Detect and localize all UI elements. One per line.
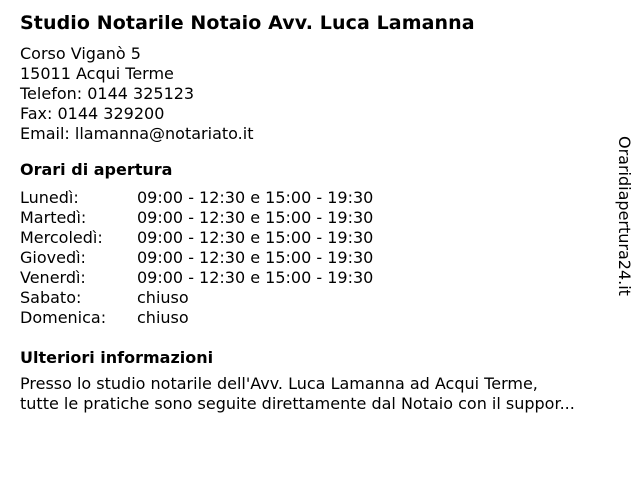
hours-row-friday: [20, 268, 373, 288]
time-value: 09:00 - 12:30 e 15:00 - 19:30: [137, 268, 374, 287]
day-label: Domenica:: [20, 308, 107, 327]
day-label: Lunedì:: [20, 188, 79, 207]
time-value: chiuso: [137, 308, 189, 327]
hours-row-wednesday: [20, 228, 373, 248]
site-watermark: Oraridiapertura24.it: [615, 136, 634, 296]
fax-number: Fax: 0144 329200: [20, 104, 165, 123]
day-label: Venerdì:: [20, 268, 86, 287]
opening-hours-table: [20, 188, 373, 328]
page-title: Studio Notarile Notaio Avv. Luca Lamanna: [20, 12, 475, 34]
opening-hours-heading: Orari di apertura: [20, 160, 173, 179]
hours-row-sunday: [20, 308, 373, 328]
address-city: 15011 Acqui Terme: [20, 64, 174, 83]
hours-row-monday: [20, 188, 373, 208]
phone-number[interactable]: Telefon: 0144 325123: [20, 84, 195, 103]
contact-block: [20, 44, 620, 144]
day-label: Sabato:: [20, 288, 82, 307]
more-info-line: Presso lo studio notarile dell'Avv. Luca Lamanna ad Acqui Terme,: [20, 374, 538, 393]
time-value: 09:00 - 12:30 e 15:00 - 19:30: [137, 208, 374, 227]
time-value: chiuso: [137, 288, 189, 307]
hours-row-tuesday: [20, 208, 373, 228]
day-label: Giovedì:: [20, 248, 86, 267]
day-label: Martedì:: [20, 208, 87, 227]
email-address[interactable]: Email: llamanna@notariato.it: [20, 124, 254, 143]
address-street: Corso Viganò 5: [20, 44, 141, 63]
day-label: Mercoledì:: [20, 228, 103, 247]
time-value: 09:00 - 12:30 e 15:00 - 19:30: [137, 188, 374, 207]
notary-card: [20, 10, 620, 414]
more-info-line: tutte le pratiche sono seguite direttamente dal Notaio con il suppor...: [20, 394, 575, 413]
hours-row-saturday: [20, 288, 373, 308]
more-info-heading: Ulteriori informazioni: [20, 348, 214, 367]
time-value: 09:00 - 12:30 e 15:00 - 19:30: [137, 248, 374, 267]
hours-row-thursday: [20, 248, 373, 268]
time-value: 09:00 - 12:30 e 15:00 - 19:30: [137, 228, 374, 247]
more-info-text: [20, 374, 620, 414]
